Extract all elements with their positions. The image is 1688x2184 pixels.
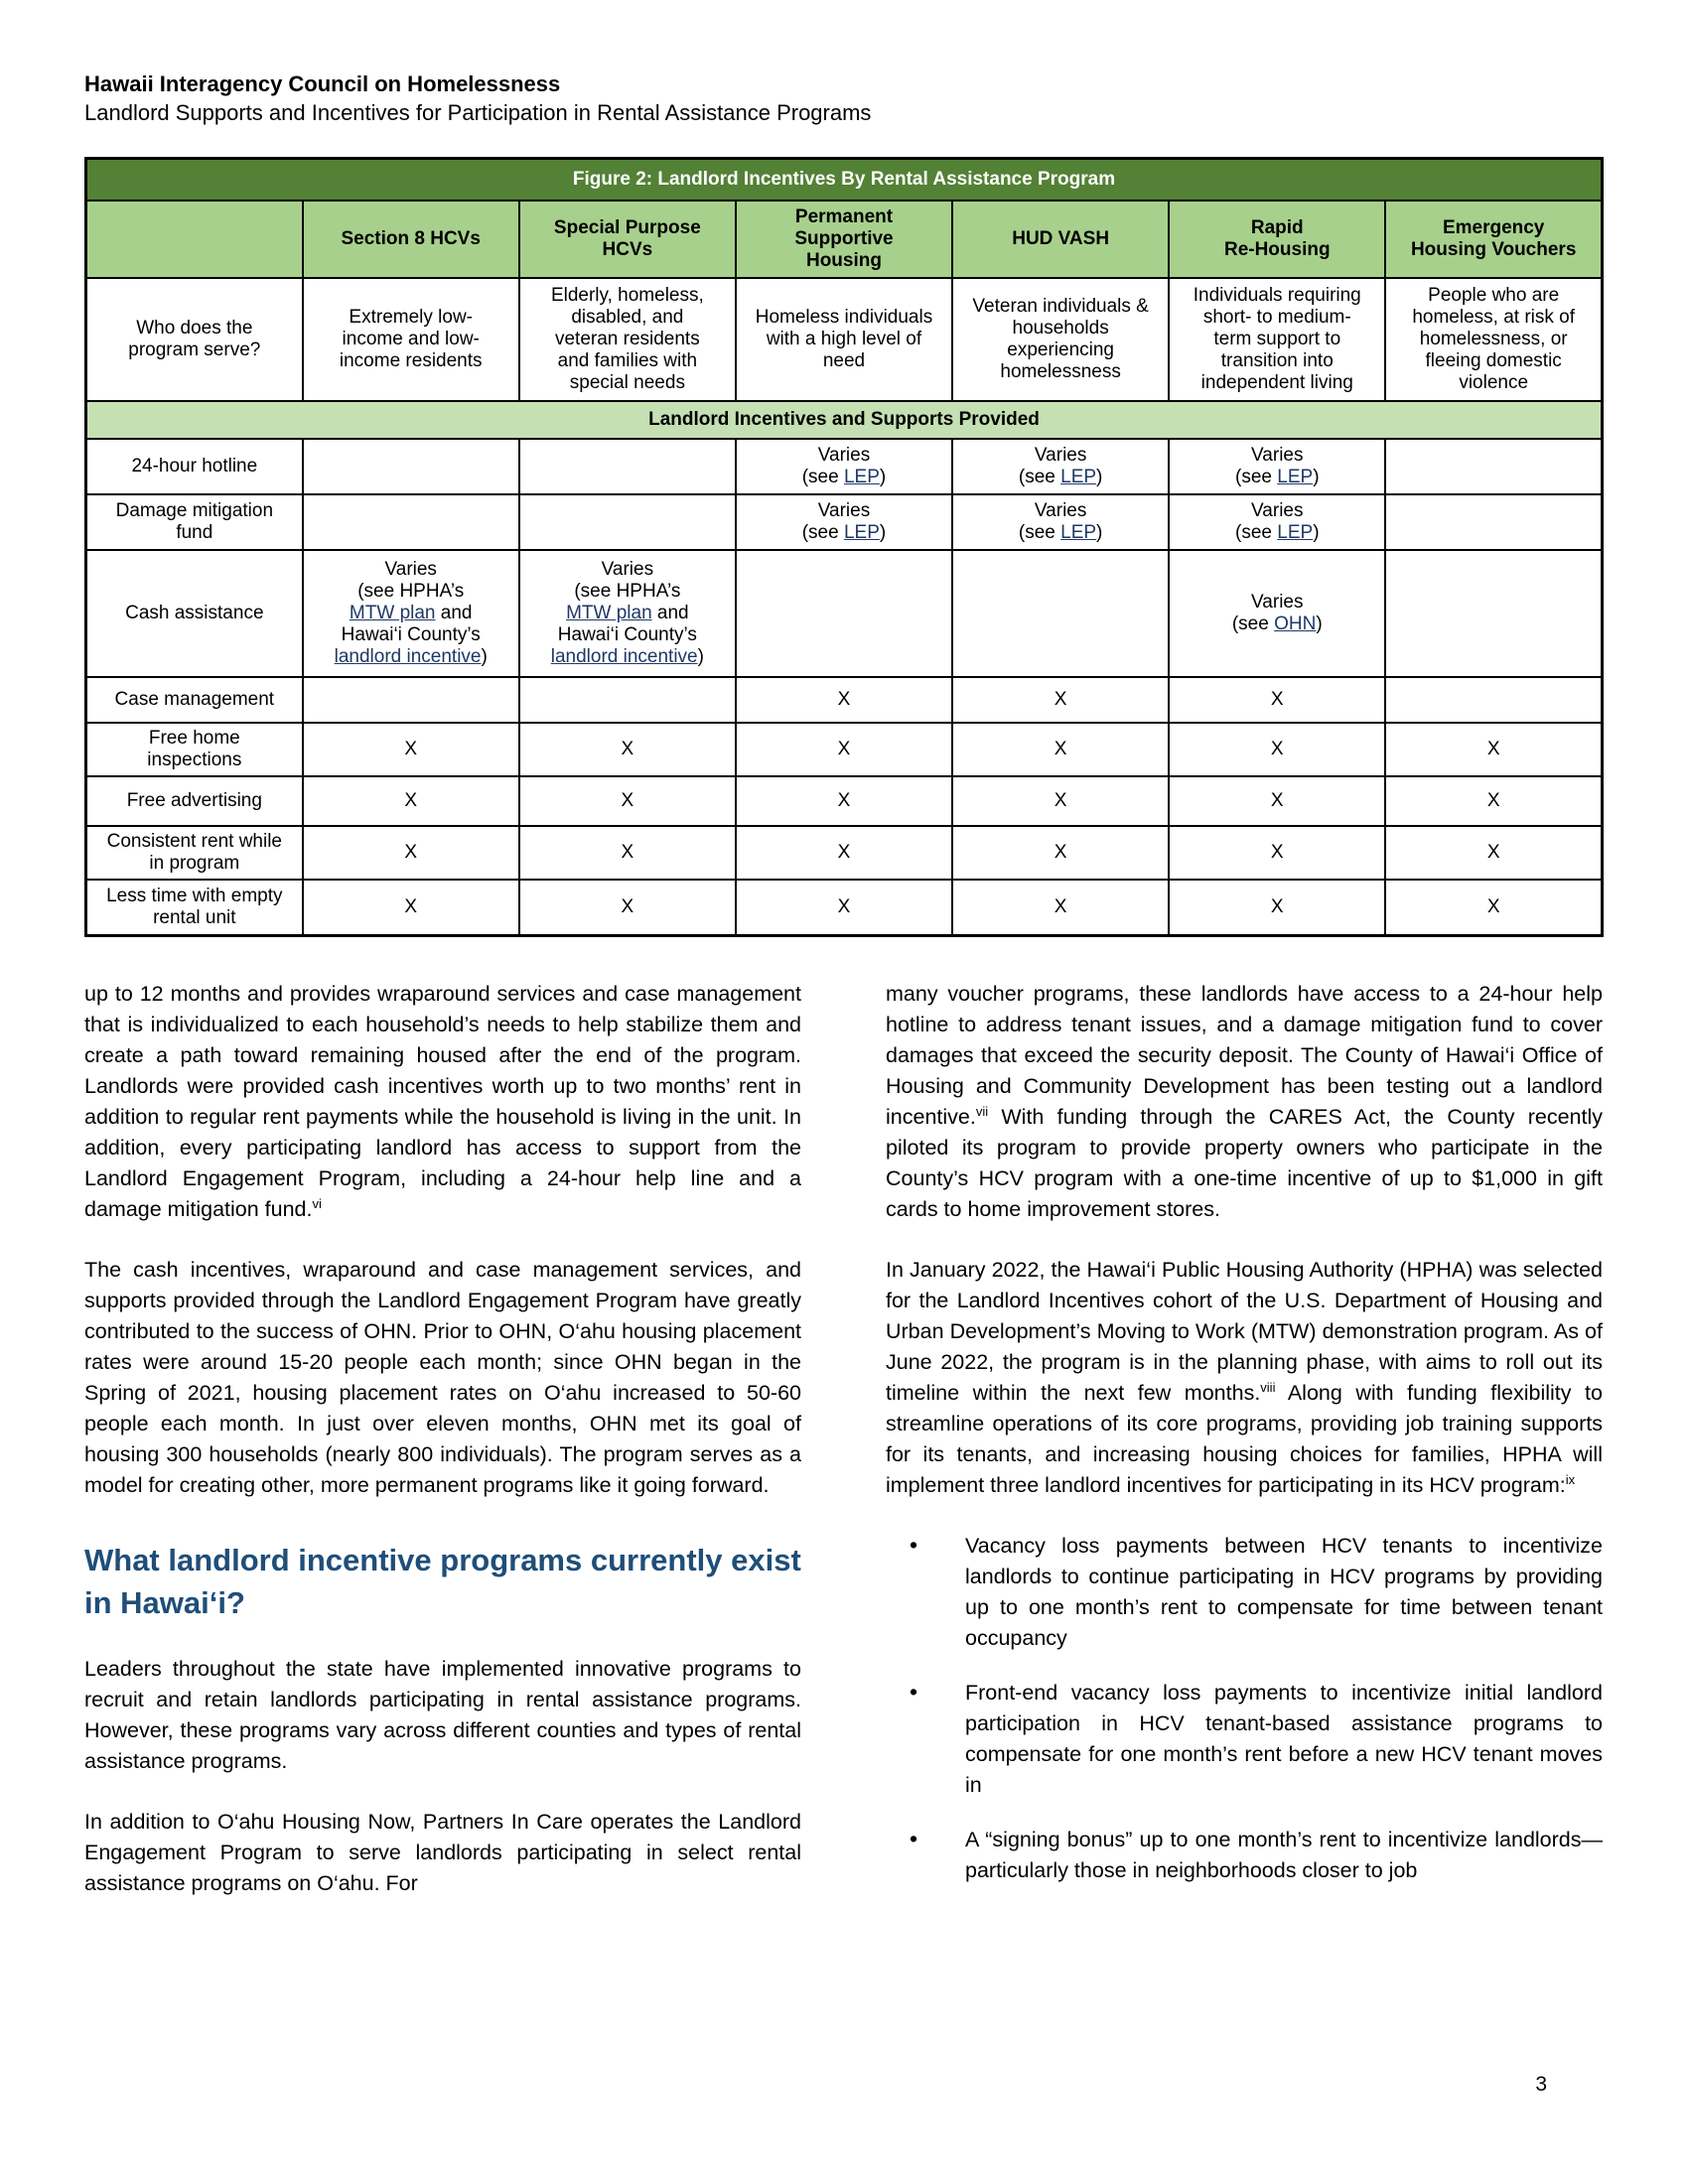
column-header: Emergency Housing Vouchers	[1385, 201, 1602, 278]
column-header: Section 8 HCVs	[303, 201, 519, 278]
table-cell	[1385, 677, 1602, 723]
table-cell: X	[736, 776, 952, 826]
column-header: Permanent Supportive Housing	[736, 201, 952, 278]
body-columns	[84, 979, 1604, 1929]
table-cell	[519, 439, 736, 494]
table-cell	[1385, 550, 1602, 677]
hyperlink-lep[interactable]: LEP	[1277, 522, 1314, 543]
table-cell: X	[303, 723, 519, 776]
table-cell: X	[1385, 880, 1602, 935]
paragraph: In January 2022, the Hawai‘i Public Housing Authority (HPHA) was selected for the Landlord Incentives cohort of the U.S. Department of Housing and Urban Development’s Moving to Work (MTW) demonstration program. As of June 2022, the program is in the planning phase, with aims to roll out its timeline within the next few months.$^{viii}$ Along with funding flexibility to streamline operations of its core programs, providing job training supports for its tenants, and increasing housing choices for families, HPHA will implement three landlord incentives for participating in its HCV program:$^{ix}$	[886, 1257, 1603, 1497]
table-cell: X	[519, 880, 736, 935]
footnote-marker: viii	[1260, 1379, 1276, 1395]
table-cell: Varies (see LEP)	[952, 439, 1169, 494]
column-header: Rapid Re-Housing	[1169, 201, 1385, 278]
table-cell: Varies (see LEP)	[1169, 439, 1385, 494]
table-cell: X	[1385, 826, 1602, 880]
paragraph: many voucher programs, these landlords have access to a 24-hour help hotline to address tenant issues, and a damage mitigation fund to cover damages that exceed the security deposit. The County of Hawai‘i Office of Housing and Community Development has been testing out a landlord incentive.$^{vii}$ With funding through the CARES Act, the County recently piloted its program to provide property owners who participate in the County’s HCV program with a one-time incentive of up to $1,000 in gift cards to home improvement stores.	[886, 981, 1603, 1221]
row-label: 24-hour hotline	[86, 439, 303, 494]
footnote-marker: vi	[312, 1195, 322, 1211]
hyperlink-lep[interactable]: LEP	[1060, 467, 1097, 487]
hyperlink-landlord-incentive[interactable]: landlord incentive	[334, 646, 482, 667]
table-cell: X	[1169, 776, 1385, 826]
page-number: 3	[1535, 2073, 1547, 2096]
section-heading: What landlord incentive programs currently exist in Hawai‘i?	[84, 1542, 801, 1620]
table-cell: Varies (see LEP)	[952, 494, 1169, 550]
table-cell: X	[736, 723, 952, 776]
table-cell: People who are homeless, at risk of homelessness, or fleeing domestic violence	[1385, 278, 1602, 401]
table-cell: Homeless individuals with a high level of need	[736, 278, 952, 401]
bullet-item: • Front-end vacancy loss payments to incentivize initial landlord participation in HCV tenant-based assistance programs to compensate for one month’s rent before a new HCV tenant moves in	[965, 1678, 1603, 1801]
table-cell: X	[303, 776, 519, 826]
paragraph: In addition to O‘ahu Housing Now, Partners In Care operates the Landlord Engagement Program to serve landlords participating in select rental assistance programs on O‘ahu. For	[84, 1809, 801, 1895]
table-cell: Varies (see OHN)	[1169, 550, 1385, 677]
left-column	[84, 979, 801, 1929]
table-cell	[303, 439, 519, 494]
table-cell: Varies (see HPHA’s MTW plan and Hawai‘i County’s landlord incentive)	[519, 550, 736, 677]
hyperlink-lep[interactable]: LEP	[843, 522, 880, 543]
table-cell	[952, 550, 1169, 677]
row-label: Damage mitigation fund	[86, 494, 303, 550]
table-cell: X	[736, 677, 952, 723]
hyperlink-mtw-plan[interactable]: MTW plan	[349, 603, 436, 623]
table-cell: Varies (see HPHA’s MTW plan and Hawai‘i County’s landlord incentive)	[303, 550, 519, 677]
table-cell	[1385, 494, 1602, 550]
table-cell: X	[952, 677, 1169, 723]
table-cell: X	[303, 880, 519, 935]
row-label: Consistent rent while in program	[86, 826, 303, 880]
document-header	[84, 69, 1604, 127]
table-cell: X	[736, 880, 952, 935]
table-cell: X	[1385, 723, 1602, 776]
table-cell	[736, 550, 952, 677]
bullet-list	[886, 1531, 1603, 1886]
table-cell: X	[303, 826, 519, 880]
table-cell: X	[1169, 880, 1385, 935]
hyperlink-lep[interactable]: LEP	[843, 467, 880, 487]
table-cell	[519, 677, 736, 723]
footnote-marker: vii	[975, 1103, 989, 1119]
row-label: Cash assistance	[86, 550, 303, 677]
hyperlink-landlord-incentive[interactable]: landlord incentive	[550, 646, 698, 667]
table-cell: X	[1385, 776, 1602, 826]
row-label: Who does the program serve?	[86, 278, 303, 401]
table-title: Figure 2: Landlord Incentives By Rental Assistance Program	[86, 159, 1603, 202]
figure2-table-container	[84, 157, 1604, 937]
paragraph: up to 12 months and provides wraparound services and case management that is individualized to each household’s needs to help stabilize them and create a path toward remaining housed after the end of the program. Landlords were provided cash incentives worth up to two months’ rent in addition to regular rent payments while the household is living in the unit. In addition, every participating landlord has access to support from the Landlord Engagement Program, including a 24-hour help line and a damage mitigation fund.$^{vi}$	[84, 981, 801, 1221]
table-cell	[519, 494, 736, 550]
table-cell: X	[1169, 723, 1385, 776]
corner-cell	[86, 201, 303, 278]
section-band: Landlord Incentives and Supports Provided	[86, 401, 1603, 439]
table-cell: X	[519, 826, 736, 880]
row-label: Less time with empty rental unit	[86, 880, 303, 935]
row-label: Case management	[86, 677, 303, 723]
paragraph: The cash incentives, wraparound and case management services, and supports provided through the Landlord Engagement Program have greatly contributed to the success of OHN. Prior to OHN, O‘ahu housing placement rates were around 15-20 people each month; since OHN began in the Spring of 2021, housing placement rates on O‘ahu increased to 50-60 people each month. In just over eleven months, OHN met its goal of housing 300 households (nearly 800 individuals). The program serves as a model for creating other, more permanent programs like it going forward.	[84, 1257, 801, 1497]
table-cell: X	[519, 723, 736, 776]
table-cell	[303, 677, 519, 723]
table-cell: X	[736, 826, 952, 880]
table-cell: Varies (see LEP)	[736, 439, 952, 494]
table-cell: X	[952, 776, 1169, 826]
table-cell: Elderly, homeless, disabled, and veteran residents and families with special needs	[519, 278, 736, 401]
hyperlink-lep[interactable]: LEP	[1277, 467, 1314, 487]
table-cell: Individuals requiring short- to medium- term support to transition into independent living	[1169, 278, 1385, 401]
table-cell: Varies (see LEP)	[736, 494, 952, 550]
bullet-item: • A “signing bonus” up to one month’s rent to incentivize landlords—particularly those in neighborhoods closer to job	[965, 1825, 1603, 1886]
table-cell: X	[952, 723, 1169, 776]
table-cell: X	[1169, 677, 1385, 723]
table-cell: X	[952, 826, 1169, 880]
table-cell: X	[1169, 826, 1385, 880]
hyperlink-lep[interactable]: LEP	[1060, 522, 1097, 543]
org-title: Hawaii Interagency Council on Homelessness	[84, 71, 561, 96]
bullet-item: • Vacancy loss payments between HCV tenants to incentivize landlords to continue participating in HCV programs by providing up to one month’s rent to compensate for time between tenant occupancy	[965, 1531, 1603, 1654]
figure2-table	[84, 157, 1604, 937]
row-label: Free advertising	[86, 776, 303, 826]
doc-subtitle: Landlord Supports and Incentives for Participation in Rental Assistance Programs	[84, 100, 872, 125]
table-cell	[1385, 439, 1602, 494]
right-column	[886, 979, 1603, 1929]
table-cell: Extremely low- income and low- income residents	[303, 278, 519, 401]
table-cell: X	[519, 776, 736, 826]
row-label: Free home inspections	[86, 723, 303, 776]
footnote-marker: ix	[1565, 1471, 1576, 1487]
table-cell: Varies (see LEP)	[1169, 494, 1385, 550]
hyperlink-ohn[interactable]: OHN	[1274, 614, 1317, 634]
hyperlink-mtw-plan[interactable]: MTW plan	[566, 603, 652, 623]
column-header: Special Purpose HCVs	[519, 201, 736, 278]
table-cell: Veteran individuals & households experiencing homelessness	[952, 278, 1169, 401]
column-header: HUD VASH	[952, 201, 1169, 278]
table-cell: X	[952, 880, 1169, 935]
paragraph: Leaders throughout the state have implemented innovative programs to recruit and retain landlords participating in rental assistance programs. However, these programs vary across different counties and types of rental assistance programs.	[84, 1656, 801, 1773]
table-cell	[303, 494, 519, 550]
